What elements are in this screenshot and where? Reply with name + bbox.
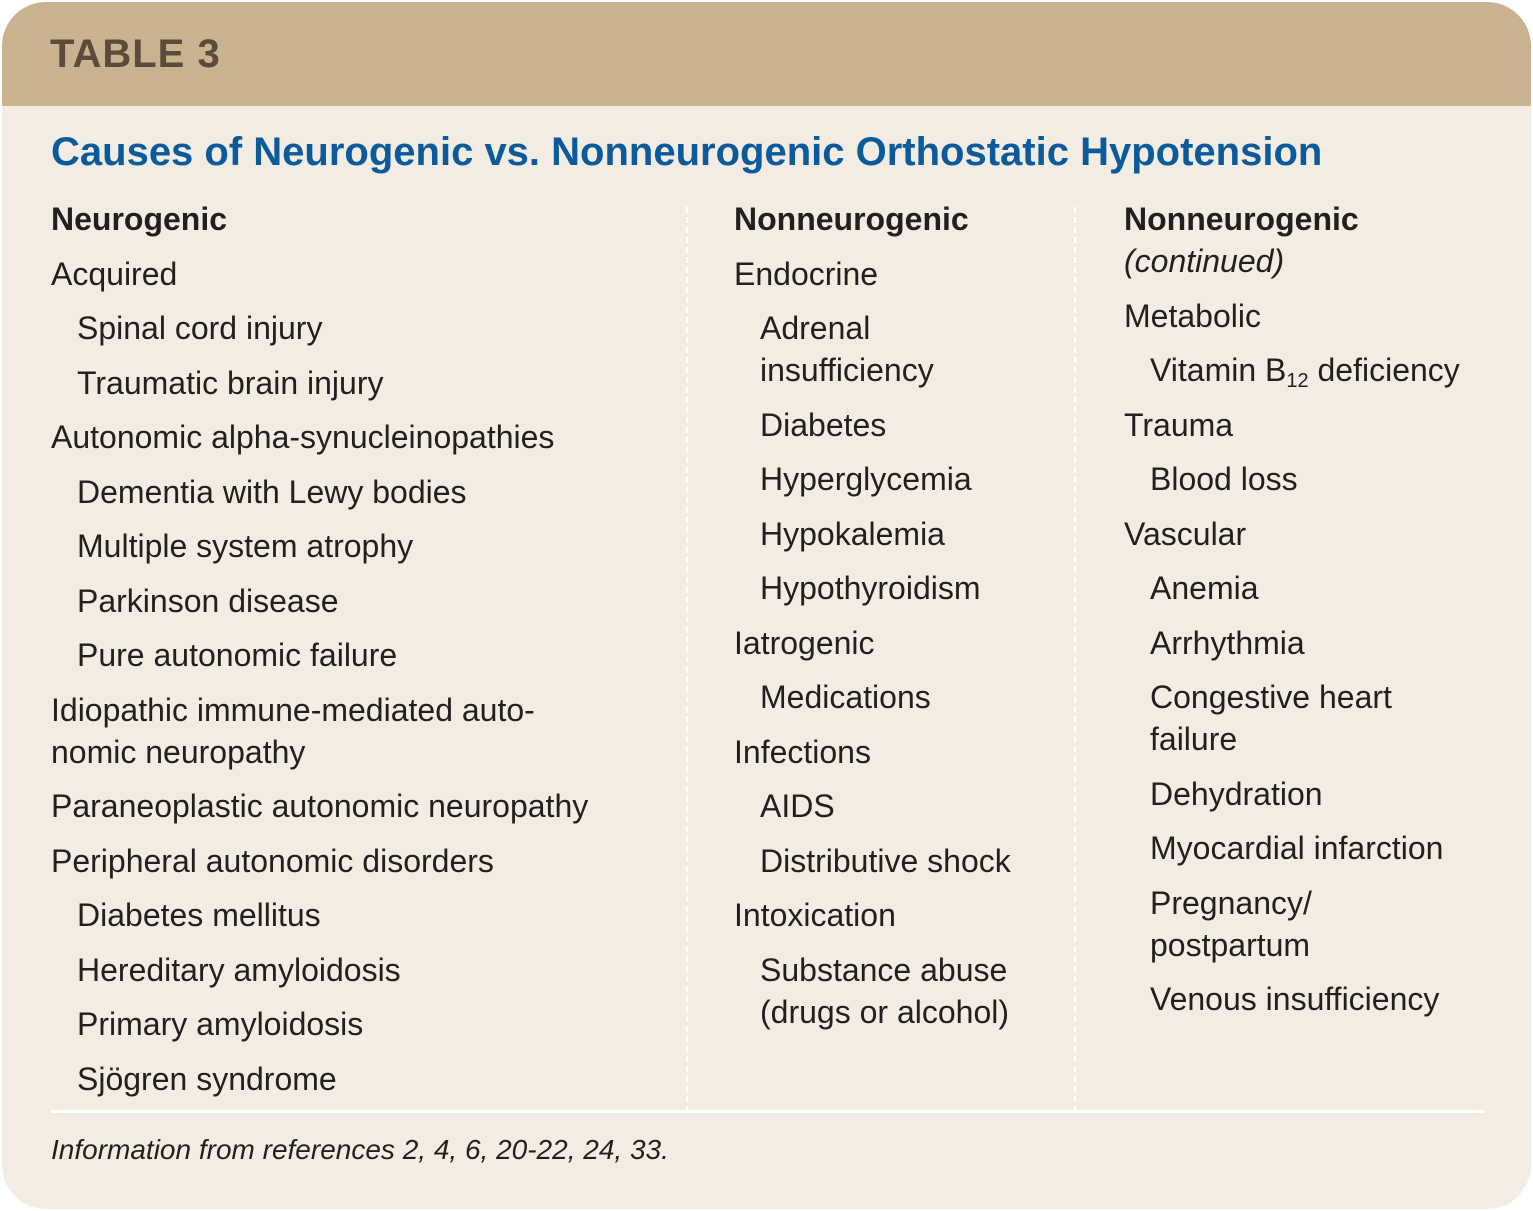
list-category: Trauma: [1124, 406, 1234, 443]
list-category: Metabolic: [1124, 297, 1261, 334]
list-subitem: Diabetes: [760, 406, 887, 443]
column-divider: [686, 207, 688, 1112]
list-subitem: Traumatic brain injury: [77, 364, 384, 401]
list-subitem: Diabetes mellitus: [77, 897, 321, 933]
column-heading: [1124, 198, 1504, 282]
list-subitem: Pure autonomic failure: [77, 637, 398, 673]
table-label: TABLE 3: [50, 32, 221, 76]
column-heading-note: (continued): [1124, 243, 1285, 279]
column-heading: Neurogenic: [51, 201, 228, 237]
list-category: Peripheral autonomic disorders: [51, 842, 494, 879]
list-category: Acquired: [51, 255, 178, 292]
list-subitem: AIDS: [760, 788, 835, 824]
list-subitem: Myocardial infarction: [1150, 830, 1444, 866]
list-subitem: Dementia with Lewy bodies: [77, 473, 467, 510]
list-subitem: Arrhythmia: [1150, 624, 1305, 661]
list-category: Idiopathic immune-mediated auto- nomic neuropathy: [51, 691, 535, 770]
list-subitem: Blood loss: [1150, 461, 1298, 497]
list-subitem: Medications: [760, 679, 931, 715]
table-header-band: [2, 2, 1531, 106]
list-subitem: Dehydration: [1150, 775, 1323, 812]
list-category: Iatrogenic: [734, 624, 875, 661]
list-subitem: Vitamin $B_{12}$ deficiency: [1150, 352, 1460, 392]
list-category: Vascular: [1124, 515, 1247, 552]
list-subitem: Spinal cord injury: [77, 310, 323, 346]
list-category: Infections: [734, 733, 871, 770]
list-subitem: Anemia: [1150, 570, 1259, 606]
column-nonneurogenic: [734, 198, 1054, 1045]
list-category: Intoxication: [734, 897, 896, 933]
footnote: Information from references 2, 4, 6, 20-22, 24, 33.: [51, 1134, 669, 1165]
list-subitem: Hyperglycemia: [760, 461, 972, 497]
list-subitem: Hereditary amyloidosis: [77, 951, 401, 988]
column-nonneurogenic-continued: [1124, 198, 1504, 1033]
list-subitem: Venous insufficiency: [1150, 981, 1440, 1017]
list-subitem: Distributive shock: [760, 842, 1011, 879]
list-category: Endocrine: [734, 255, 879, 292]
list-subitem: Congestive heart failure: [1150, 679, 1392, 757]
list-subitem: Adrenal insufficiency: [760, 310, 934, 388]
list-subitem: Substance abuse (drugs or alcohol): [760, 951, 1009, 1030]
list-subitem: Hypokalemia: [760, 515, 945, 552]
list-category: Paraneoplastic autonomic neuropathy: [51, 788, 589, 824]
column-heading-text: Nonneurogenic: [1124, 201, 1359, 237]
subscript: 12: [1286, 370, 1309, 392]
list-subitem: Hypothyroidism: [760, 570, 981, 606]
list-subitem: Pregnancy/ postpartum: [1150, 884, 1312, 963]
column-neurogenic: [51, 198, 661, 1112]
table-title: Causes of Neurogenic vs. Nonneurogenic Orthostatic Hypotension: [51, 130, 1323, 174]
column-divider: [1074, 207, 1076, 1112]
list-subitem: Primary amyloidosis: [77, 1006, 364, 1042]
row-text-suffix: deficiency: [1308, 352, 1460, 388]
column-heading: Nonneurogenic: [734, 201, 969, 237]
list-subitem: Parkinson disease: [77, 582, 339, 619]
list-category: Autonomic alpha-synucleinopathies: [51, 419, 555, 455]
table-card: [2, 2, 1531, 1209]
list-subitem: Multiple system atrophy: [77, 528, 414, 564]
list-subitem: Sjögren syndrome: [77, 1060, 337, 1097]
footer-rule: [51, 1110, 1484, 1113]
